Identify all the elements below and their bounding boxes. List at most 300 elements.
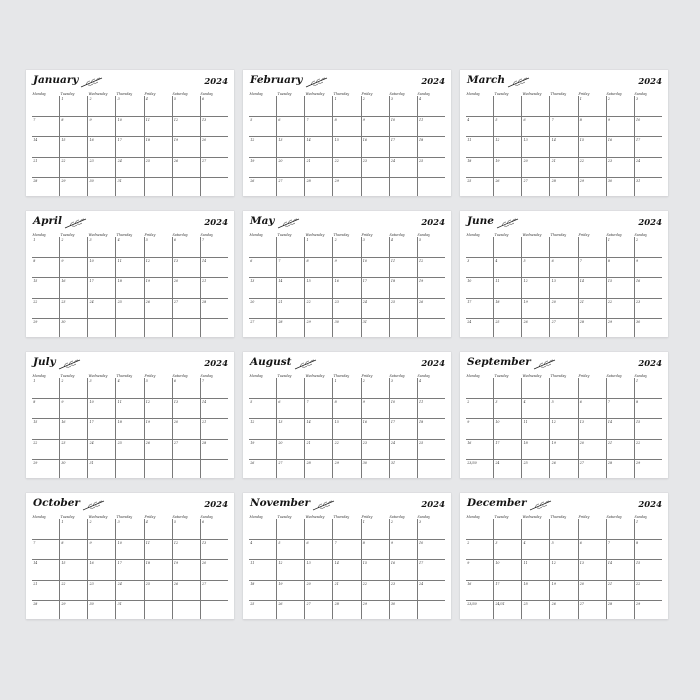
day-number: 29	[61, 602, 66, 606]
day-cell	[249, 399, 276, 419]
day-number: 5	[495, 117, 498, 122]
day-cell	[417, 258, 445, 278]
day-cell	[634, 440, 662, 460]
day-cell	[115, 237, 143, 257]
day-number: 23/30	[467, 602, 477, 606]
leaf-sprig-icon	[529, 497, 553, 511]
day-cell	[466, 601, 493, 619]
day-number: 8	[61, 540, 64, 545]
day-number: 23	[362, 158, 367, 163]
day-number: 1	[61, 97, 64, 101]
day-cell	[200, 117, 228, 137]
day-cell	[144, 519, 172, 539]
day-cell	[87, 519, 115, 539]
day-number: 23	[636, 299, 641, 304]
day-cell	[417, 158, 445, 178]
day-cell	[493, 137, 521, 157]
day-cell	[578, 117, 606, 137]
day-cell	[466, 258, 493, 278]
day-cell	[144, 399, 172, 419]
day-number: 21	[334, 581, 339, 586]
day-cell	[304, 460, 332, 478]
day-number: 17	[390, 138, 396, 142]
day-number: 22	[362, 581, 367, 586]
day-number: 16	[467, 440, 472, 445]
day-number: 17	[89, 279, 94, 283]
month-grid	[249, 515, 445, 619]
weekday-label: Tuesday	[60, 233, 75, 237]
weekday-label: Thursday	[550, 374, 567, 378]
day-number: 19	[145, 420, 150, 424]
day-cell	[389, 419, 417, 439]
day-number: 18	[523, 440, 528, 445]
day-cell	[59, 237, 87, 257]
day-number: 9	[467, 561, 470, 565]
day-cell	[249, 117, 276, 137]
year-label: 2024	[421, 359, 445, 369]
day-cell	[521, 137, 549, 157]
weekday-label: Monday	[466, 374, 480, 378]
day-number: 25	[419, 158, 424, 163]
year-label: 2024	[638, 77, 662, 87]
day-cell	[32, 158, 59, 178]
day-cell	[200, 137, 228, 157]
day-number: 6	[579, 540, 582, 545]
day-cell	[634, 319, 662, 337]
week-row	[249, 178, 445, 196]
day-number: 9	[89, 117, 92, 122]
day-cell	[249, 419, 276, 439]
day-number: 18	[495, 299, 500, 304]
day-cell	[276, 258, 304, 278]
day-cell	[549, 460, 577, 478]
day-cell	[304, 519, 332, 539]
weekday-label: Wednesday	[88, 233, 108, 237]
week-row	[32, 378, 228, 399]
day-cell	[332, 378, 360, 398]
week-row	[466, 137, 662, 158]
weekday-label: Sunday	[634, 374, 647, 378]
weekday-label: Sunday	[200, 374, 213, 378]
day-number: 18	[117, 279, 122, 283]
day-cell	[493, 460, 521, 478]
day-number: 7	[33, 117, 36, 122]
day-number: 11	[250, 561, 255, 565]
day-number: 12	[250, 420, 255, 424]
day-number: 7	[551, 117, 554, 122]
day-cell	[521, 258, 549, 278]
day-number: 20	[278, 440, 283, 445]
day-number: 11	[145, 540, 150, 545]
day-number: 21	[202, 279, 207, 283]
day-number: 5	[278, 540, 281, 545]
day-number: 19	[250, 158, 255, 163]
day-number: 8	[61, 117, 64, 122]
day-cell	[115, 601, 143, 619]
day-number: 10	[495, 420, 500, 424]
day-cell	[304, 419, 332, 439]
day-cell	[606, 601, 634, 619]
day-number: 18	[419, 420, 424, 424]
day-cell	[521, 460, 549, 478]
day-cell	[521, 540, 549, 560]
day-cell	[361, 137, 389, 157]
day-number: 21	[33, 581, 38, 586]
day-cell	[578, 378, 606, 398]
day-cell	[417, 560, 445, 580]
day-number: 1	[306, 238, 309, 242]
day-number: 22	[636, 581, 641, 586]
day-number: 5	[551, 540, 554, 545]
day-cell	[361, 419, 389, 439]
day-cell	[361, 378, 389, 398]
day-number: 21	[579, 299, 584, 304]
weekday-label: Thursday	[116, 374, 133, 378]
month-grid	[249, 92, 445, 196]
day-number: 25	[145, 581, 150, 586]
day-number: 30	[390, 602, 396, 606]
day-cell	[332, 540, 360, 560]
day-number: 24	[390, 158, 396, 163]
day-number: 21	[551, 158, 556, 163]
day-cell	[144, 278, 172, 298]
day-number: 31	[636, 179, 641, 183]
day-number: 22	[579, 158, 584, 163]
day-number: 27	[173, 299, 179, 304]
leaf-sprig-icon	[312, 497, 336, 511]
day-number: 1	[607, 238, 610, 242]
day-cell	[521, 440, 549, 460]
day-cell	[276, 237, 304, 257]
day-number: 10	[117, 117, 122, 122]
leaf-sprig-icon	[80, 74, 104, 88]
day-number: 10	[419, 540, 424, 545]
day-cell	[389, 399, 417, 419]
day-cell	[87, 319, 115, 337]
day-cell	[417, 378, 445, 398]
day-cell	[59, 581, 87, 601]
day-number: 16	[636, 279, 641, 283]
day-number: 6	[579, 399, 582, 404]
day-number: 25	[117, 299, 122, 304]
month-title: July	[33, 356, 56, 368]
day-cell	[521, 237, 549, 257]
week-row	[32, 299, 228, 320]
day-number: 23/30	[467, 461, 477, 465]
day-cell	[172, 158, 200, 178]
day-number: 6	[173, 379, 176, 383]
month-card-august	[243, 352, 451, 478]
day-cell	[249, 299, 276, 319]
day-cell	[249, 258, 276, 278]
week-row	[249, 581, 445, 602]
day-cell	[144, 299, 172, 319]
day-number: 18	[419, 138, 424, 142]
day-number: 14	[202, 399, 207, 404]
day-number: 10	[390, 117, 396, 122]
day-cell	[59, 158, 87, 178]
day-number: 8	[334, 117, 337, 122]
week-row	[466, 258, 662, 279]
day-number: 12	[523, 279, 528, 283]
day-cell	[332, 319, 360, 337]
day-cell	[32, 117, 59, 137]
day-cell	[304, 96, 332, 116]
day-cell	[332, 519, 360, 539]
day-cell	[200, 299, 228, 319]
day-cell	[466, 378, 493, 398]
day-cell	[549, 299, 577, 319]
day-number: 2	[61, 238, 64, 242]
day-cell	[466, 178, 493, 196]
day-number: 25	[390, 299, 396, 304]
day-number: 13	[202, 117, 207, 122]
weekday-label: Thursday	[333, 515, 350, 519]
day-number: 12	[278, 561, 283, 565]
week-row	[32, 581, 228, 602]
day-number: 17	[419, 561, 424, 565]
day-cell	[144, 560, 172, 580]
day-number: 10	[495, 561, 500, 565]
month-title: November	[250, 497, 311, 509]
week-row	[249, 258, 445, 279]
day-number: 19	[523, 299, 528, 304]
day-cell	[276, 419, 304, 439]
day-number: 17	[362, 279, 367, 283]
day-number: 17	[495, 440, 500, 445]
day-number: 28	[202, 299, 207, 304]
day-number: 1	[636, 520, 639, 524]
day-cell	[578, 419, 606, 439]
day-cell	[304, 237, 332, 257]
day-cell	[417, 460, 445, 478]
month-card-november	[243, 493, 451, 619]
month-grid	[466, 515, 662, 619]
day-number: 3	[117, 520, 120, 524]
day-cell	[493, 96, 521, 116]
day-number: 26	[250, 461, 255, 465]
week-row	[249, 237, 445, 258]
day-cell	[332, 237, 360, 257]
leaf-sprig-icon	[305, 74, 329, 88]
day-number: 24/31	[495, 602, 505, 606]
week-row	[466, 299, 662, 320]
day-number: 1	[334, 379, 337, 383]
day-cell	[332, 117, 360, 137]
day-cell	[332, 399, 360, 419]
day-number: 4	[523, 540, 526, 545]
day-number: 18	[390, 279, 396, 283]
day-number: 16	[61, 420, 66, 424]
day-number: 13	[173, 399, 179, 404]
week-row	[249, 419, 445, 440]
month-card-june	[460, 211, 668, 337]
day-cell	[276, 460, 304, 478]
day-number: 26	[523, 320, 528, 324]
day-cell	[549, 419, 577, 439]
day-cell	[172, 237, 200, 257]
day-cell	[115, 378, 143, 398]
month-title: December	[467, 497, 527, 509]
day-number: 13	[173, 258, 179, 263]
day-cell	[493, 158, 521, 178]
day-number: 2	[334, 238, 337, 242]
day-number: 5	[250, 117, 253, 122]
day-number: 5	[523, 258, 526, 263]
day-number: 6	[278, 117, 281, 122]
month-title: September	[467, 356, 531, 368]
day-cell	[115, 519, 143, 539]
day-number: 29	[362, 602, 367, 606]
weekday-label: Saturday	[606, 92, 622, 96]
day-number: 22	[636, 440, 641, 445]
day-cell	[389, 460, 417, 478]
day-number: 4	[250, 540, 253, 545]
day-cell	[389, 96, 417, 116]
day-cell	[249, 581, 276, 601]
day-cell	[606, 96, 634, 116]
month-card-july	[26, 352, 234, 478]
day-number: 25	[467, 179, 472, 183]
day-number: 26	[173, 158, 179, 163]
day-number: 15	[607, 279, 613, 283]
day-cell	[332, 419, 360, 439]
day-number: 19	[173, 561, 179, 565]
day-cell	[634, 460, 662, 478]
day-number: 12	[551, 561, 556, 565]
weekday-label: Saturday	[606, 374, 622, 378]
day-number: 6	[250, 258, 253, 263]
day-cell	[521, 378, 549, 398]
day-cell	[249, 278, 276, 298]
week-row	[32, 237, 228, 258]
month-grid	[32, 92, 228, 196]
day-number: 5	[173, 520, 176, 524]
weekday-label: Monday	[32, 374, 46, 378]
day-number: 19	[250, 440, 255, 445]
day-number: 1	[33, 379, 36, 383]
day-cell	[332, 560, 360, 580]
day-cell	[87, 419, 115, 439]
day-number: 11	[117, 399, 122, 404]
day-number: 9	[467, 420, 470, 424]
day-number: 3	[89, 379, 92, 383]
day-number: 9	[89, 540, 92, 545]
week-row	[249, 460, 445, 478]
day-cell	[521, 601, 549, 619]
day-cell	[32, 178, 59, 196]
day-cell	[144, 96, 172, 116]
day-cell	[493, 519, 521, 539]
day-cell	[200, 319, 228, 337]
day-cell	[87, 258, 115, 278]
day-number: 30	[89, 179, 94, 183]
day-number: 27	[202, 581, 207, 586]
day-number: 1	[334, 97, 337, 101]
day-cell	[32, 440, 59, 460]
month-card-december	[460, 493, 668, 619]
day-cell	[493, 299, 521, 319]
weekday-label: Tuesday	[60, 515, 75, 519]
day-cell	[578, 399, 606, 419]
day-number: 7	[33, 540, 36, 545]
day-cell	[466, 560, 493, 580]
day-cell	[115, 460, 143, 478]
day-number: 7	[607, 399, 610, 404]
day-cell	[144, 258, 172, 278]
week-row	[32, 460, 228, 478]
day-number: 31	[117, 179, 122, 183]
day-cell	[634, 540, 662, 560]
weekday-label: Friday	[578, 374, 590, 378]
day-cell	[361, 178, 389, 196]
month-grid	[466, 233, 662, 337]
day-number: 3	[362, 238, 365, 242]
day-number: 31	[117, 602, 122, 606]
day-cell	[634, 581, 662, 601]
day-number: 9	[390, 540, 393, 545]
day-cell	[634, 299, 662, 319]
day-number: 25	[419, 440, 424, 445]
day-number: 13	[523, 138, 528, 142]
day-number: 8	[579, 117, 582, 122]
day-number: 11	[523, 561, 528, 565]
day-cell	[634, 601, 662, 619]
month-title: April	[33, 215, 62, 227]
day-number: 14	[551, 138, 556, 142]
day-cell	[389, 137, 417, 157]
day-cell	[389, 540, 417, 560]
day-number: 16	[89, 138, 94, 142]
week-row	[249, 601, 445, 619]
weekday-label: Thursday	[116, 92, 133, 96]
week-row	[32, 178, 228, 196]
day-cell	[466, 319, 493, 337]
day-cell	[417, 278, 445, 298]
day-number: 10	[636, 117, 641, 122]
day-cell	[87, 460, 115, 478]
week-row	[32, 540, 228, 561]
day-cell	[115, 560, 143, 580]
day-cell	[59, 178, 87, 196]
weekday-label: Tuesday	[494, 233, 509, 237]
day-cell	[144, 378, 172, 398]
day-number: 27	[250, 320, 255, 324]
weekday-label: Wednesday	[522, 233, 542, 237]
weekday-label: Wednesday	[522, 515, 542, 519]
day-cell	[200, 460, 228, 478]
day-cell	[606, 178, 634, 196]
day-cell	[634, 117, 662, 137]
day-cell	[144, 237, 172, 257]
weekday-label: Sunday	[634, 515, 647, 519]
weekday-label: Friday	[144, 92, 156, 96]
day-cell	[549, 158, 577, 178]
day-cell	[578, 258, 606, 278]
day-cell	[276, 278, 304, 298]
day-cell	[361, 560, 389, 580]
week-row	[466, 178, 662, 196]
day-cell	[144, 540, 172, 560]
day-number: 24	[117, 581, 122, 586]
weekday-label: Sunday	[417, 233, 430, 237]
weekday-label: Saturday	[172, 233, 188, 237]
weekday-label: Saturday	[389, 515, 405, 519]
day-cell	[172, 440, 200, 460]
day-cell	[32, 581, 59, 601]
weekday-label: Wednesday	[305, 92, 325, 96]
day-number: 20	[579, 581, 584, 586]
